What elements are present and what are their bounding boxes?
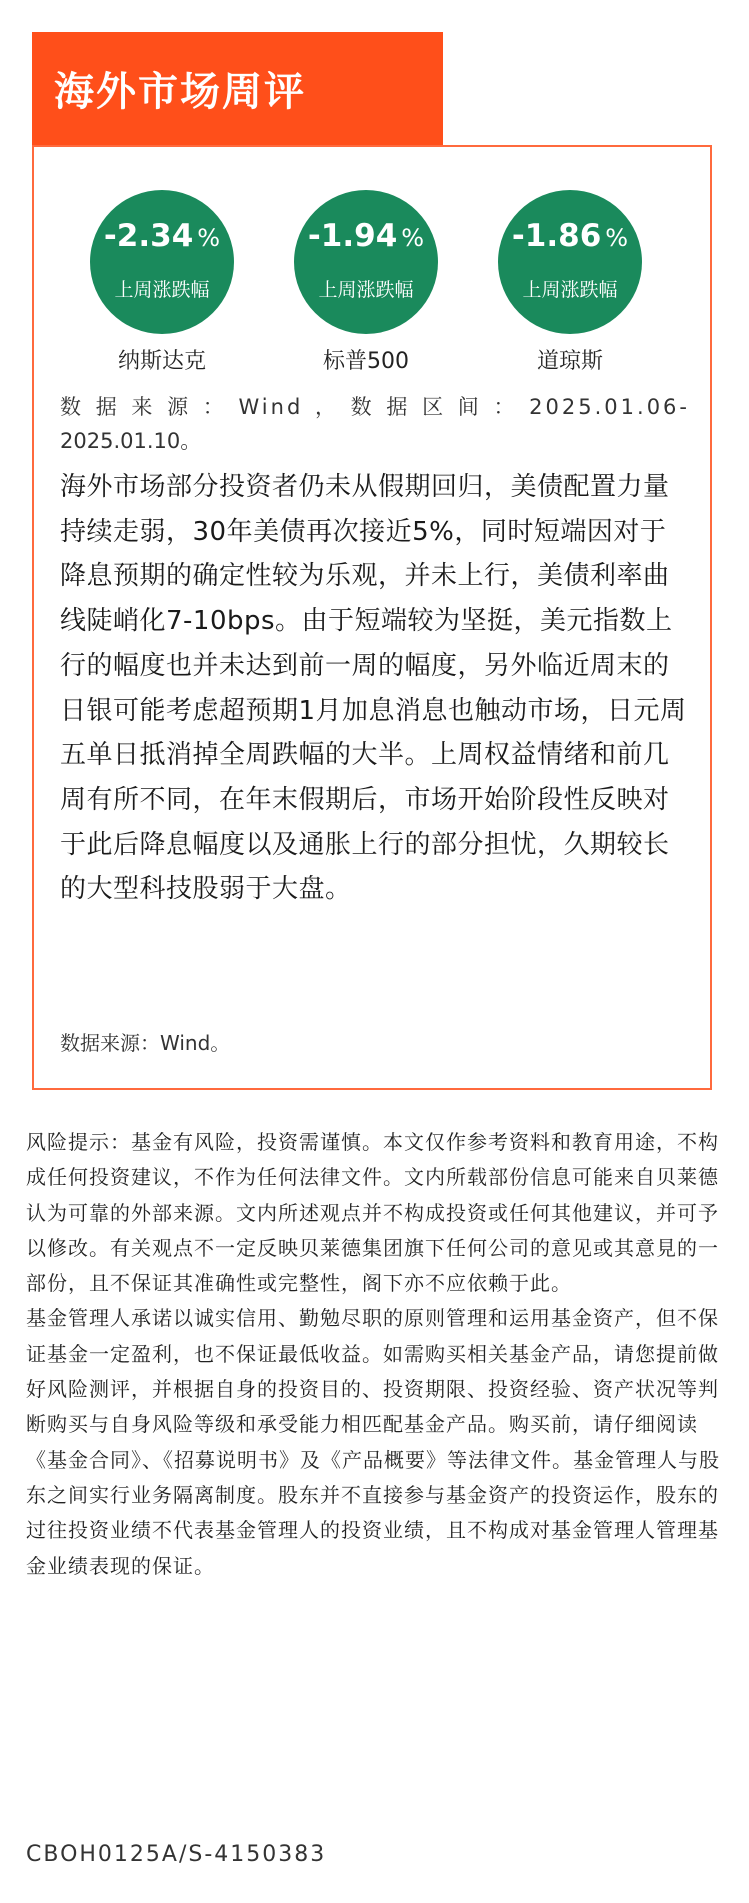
stat-circle — [294, 190, 438, 334]
risk-disclaimer-paragraph: 风险提示：基金有风险，投资需谨慎。本文仅作参考资料和教育用途，不构成任何投资建议，不作为任何法律文件。文内所载部份信息可能来自贝莱德认为可靠的外部来源。文内所述观点并不构成投资或任何其他建议，并可予以修改。有关观点不一定反映贝莱德集团旗下任何公司的意见或其意見的一部份，且不保证其准确性或完整性，阁下亦不应依赖于此。 — [26, 1130, 719, 1296]
stat-unit: % — [401, 224, 425, 252]
stat-unit: % — [605, 224, 629, 252]
stat-label: 上周涨跌幅 — [114, 279, 210, 301]
stat-sp500 — [286, 190, 446, 375]
market-review-panel — [32, 145, 712, 1090]
risk-disclaimer — [26, 1125, 726, 1584]
stat-name: 道琼斯 — [536, 349, 603, 374]
stat-name: 纳斯达克 — [117, 349, 206, 374]
stat-nasdaq — [82, 190, 242, 375]
stat-circle — [90, 190, 234, 334]
stat-dow — [490, 190, 650, 375]
stat-value: -1.94 — [307, 218, 398, 254]
data-source-footer: 数据来源：Wind。 — [60, 1031, 231, 1055]
review-body: 海外市场部分投资者仍未从假期回归，美债配置力量持续走弱，30年美债再次接近5%，同时短端因对于降息预期的确定性较为乐观，并未上行，美债利率曲线陡峭化7-10bps。由于短端较为坚挺，美元指数上行的幅度也并未达到前一周的幅度，另外临近周末的日银可能考虑超预期1月加息消息也触动市场，日元周五单日抵消掉全周跌幅的大半。上周权益情绪和前几周有所不同，在年末假期后，市场开始阶段性反映对于此后降息幅度以及通胀上行的部分担忧，久期较长的大型科技股弱于大盘。 — [60, 472, 687, 905]
document-code: CBOH0125A/S-4150383 — [26, 1842, 327, 1867]
stat-value: -1.86 — [511, 218, 602, 254]
section-header — [32, 32, 443, 145]
data-source-range: 数据来源：Wind，数据区间：2025.01.06- — [60, 395, 690, 419]
stat-value: -2.34 — [103, 218, 194, 254]
data-source-range-end: 2025.01.10。 — [60, 429, 202, 453]
stat-label: 上周涨跌幅 — [522, 279, 618, 301]
stat-circle — [498, 190, 642, 334]
section-title: 海外市场周评 — [54, 69, 306, 115]
stat-label: 上周涨跌幅 — [318, 279, 414, 301]
stat-name: 标普500 — [323, 349, 409, 374]
manager-disclaimer-paragraph: 基金管理人承诺以诚实信用、勤勉尽职的原则管理和运用基金资产，但不保证基金一定盈利，也不保证最低收益。如需购买相关基金产品，请您提前做好风险测评，并根据自身的投资目的、投资期限、投资经验、资产状况等判断购买与自身风险等级和承受能力相匹配基金产品。购买前，请仔细阅读《基金合同》、《招募说明书》及《产品概要》等法律文件。基金管理人与股东之间实行业务隔离制度。股东并不直接参与基金资产的投资运作，股东的过往投资业绩不代表基金管理人的投资业绩，且不构成对基金管理人管理基金业绩表现的保证。 — [26, 1306, 720, 1578]
stat-unit: % — [197, 224, 221, 252]
